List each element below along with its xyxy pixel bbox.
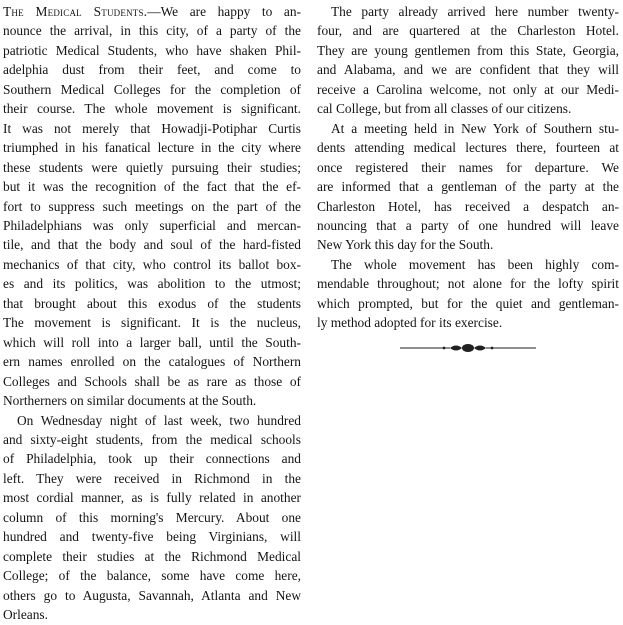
article-line-text: most cordial manner, as is fully related in another [3, 490, 301, 506]
article-line-text: fort to suppress such meetings on the part of the [3, 198, 301, 214]
article-line-text: which prompted, but for the quiet and gentleman- [317, 295, 619, 311]
article-line-text: The movement is significant. It is the nucleus, [3, 315, 301, 331]
article-line-text: Northerners on similar documents at the South. [3, 393, 257, 409]
article-line-text: receive a Carolina welcome, not only at our Medi- [317, 81, 619, 97]
article-line [3, 605, 301, 624]
article-line [3, 216, 301, 235]
article-line [3, 177, 301, 196]
article-line-text: that brought about this exodus of the students [3, 295, 301, 311]
article-line [3, 158, 301, 177]
article-line-text: triumphed in his fanatical lecture in the city where [3, 140, 301, 156]
article-line-text: of Philadelphia, took up their connections and [3, 451, 301, 467]
article-line [3, 41, 301, 60]
article-line [3, 60, 301, 79]
article-left-column [3, 2, 301, 625]
article-line-text: cal College, but from all classes of our citizens. [317, 101, 572, 117]
article-line-text: once registered their names for departure. We [317, 159, 619, 175]
article-line-text: On Wednesday night of last week, two hundred [17, 412, 301, 428]
article-line-text: Southern Medical Colleges for the completion of [3, 81, 301, 97]
article-line [317, 138, 619, 157]
article-line-text: College; of the balance, some have come here, [3, 568, 301, 584]
article-line-text: Orleans. [3, 607, 48, 623]
article-line-text: —We are happy to an- [147, 4, 301, 19]
article-line [3, 333, 301, 352]
article-line-text: which will roll into a larger ball, until the South- [3, 334, 301, 350]
article-line [3, 508, 301, 527]
article-line-text: complete their studies at the Richmond Medical [3, 548, 301, 564]
article-line-text: adelphia dust from their feet, and come to [3, 62, 301, 78]
article-line [317, 197, 619, 216]
article-line-text: nouncing that a party of one hundred will leave [317, 217, 619, 233]
article-line-text: patriotic Medical Students, who have shaken Phil- [3, 42, 301, 58]
article-line-text: column of this morning's Mercury. About one [3, 509, 301, 525]
article-line [3, 352, 301, 371]
article-line-text: es and its politics, was abolition to the utmost; [3, 276, 301, 292]
article-line [3, 21, 301, 40]
article-line-text: ly method adopted for its exercise. [317, 315, 503, 331]
ornamental-divider-icon [398, 341, 538, 355]
article-line [3, 430, 301, 449]
article-line-text: dents attending medical lectures there, fourteen at [317, 140, 619, 156]
article-line-text: Charleston Hotel, has received a despatch an- [317, 198, 619, 214]
article-line-text: tile, and that the body and soul of the hard-fisted [3, 237, 301, 253]
article-line [317, 216, 619, 235]
article-line-text: hundred and twenty-five being Virginians, will [3, 529, 301, 545]
article-line-text: but it was the recognition of the fact that the ef- [3, 179, 301, 195]
article-line [3, 80, 301, 99]
article-line-text: Philadelphians was only superficial and mercan- [3, 217, 301, 233]
article-line-text: these students were quietly pursuing their studies; [3, 159, 301, 175]
article-line-text: The whole movement has been highly com- [331, 256, 619, 272]
article-line [3, 294, 301, 313]
article-line [317, 99, 619, 118]
article-line-text: The party already arrived here number twenty- [331, 4, 619, 19]
article-right-column [317, 2, 619, 355]
article-line [317, 313, 619, 332]
article-line-text: mechanics of that city, who control its ballot box- [3, 256, 301, 272]
article-line-text: and sixty-eight students, from the medical schools [3, 431, 301, 447]
article-line [3, 99, 301, 118]
article-line-text: others go to Augusta, Savannah, Atlanta and New [3, 587, 301, 603]
article-headline: The Medical Students. [3, 4, 148, 19]
article-line-text: nounce the arrival, in this city, of a party of the [3, 23, 301, 39]
right-column-text [317, 2, 619, 333]
article-line-text: and Alabama, and we are confident that they will [317, 62, 619, 78]
article-line [317, 274, 619, 293]
article-line [317, 119, 619, 138]
article-line [317, 60, 619, 79]
article-line [317, 41, 619, 60]
article-line [317, 294, 619, 313]
article-line-text: their course. The whole movement is significant. [3, 101, 301, 117]
article-line [317, 21, 619, 40]
article-line [317, 158, 619, 177]
article-line [3, 2, 301, 21]
article-line [3, 313, 301, 332]
article-line [317, 235, 619, 254]
article-line [3, 586, 301, 605]
article-line [3, 274, 301, 293]
article-line-text: are informed that a gentleman of the party at the [317, 179, 619, 195]
article-line [317, 255, 619, 274]
article-line [3, 488, 301, 507]
article-line [3, 527, 301, 546]
article-line-text: left. They were received in Richmond in the [3, 470, 301, 486]
article-line [3, 119, 301, 138]
article-line-text: four, and are quartered at the Charleston Hotel. [317, 23, 619, 39]
article-line [3, 138, 301, 157]
article-line-text: ern names enrolled on the catalogues of Northern [3, 354, 301, 370]
article-line-text: It was not merely that Howadji-Potiphar Curtis [3, 120, 301, 136]
article-line [317, 2, 619, 21]
article-line-text: New York this day for the South. [317, 237, 494, 253]
article-line [3, 547, 301, 566]
article-line-text: mendable throughout; not alone for the lofty spirit [317, 276, 619, 292]
article-line [317, 80, 619, 99]
article-line [3, 372, 301, 391]
article-line [3, 235, 301, 254]
article-line-text: Colleges and Schools shall be as rare as those of [3, 373, 301, 389]
article-line [3, 411, 301, 430]
article-line [3, 255, 301, 274]
article-line [3, 566, 301, 585]
article-line [317, 177, 619, 196]
article-line-text: They are young gentlemen from this State, Georgia, [317, 42, 619, 58]
article-line [3, 197, 301, 216]
article-line-text: At a meeting held in New York of Southern stu- [331, 120, 619, 136]
article-line [3, 469, 301, 488]
article-line [3, 391, 301, 410]
article-line [3, 449, 301, 468]
